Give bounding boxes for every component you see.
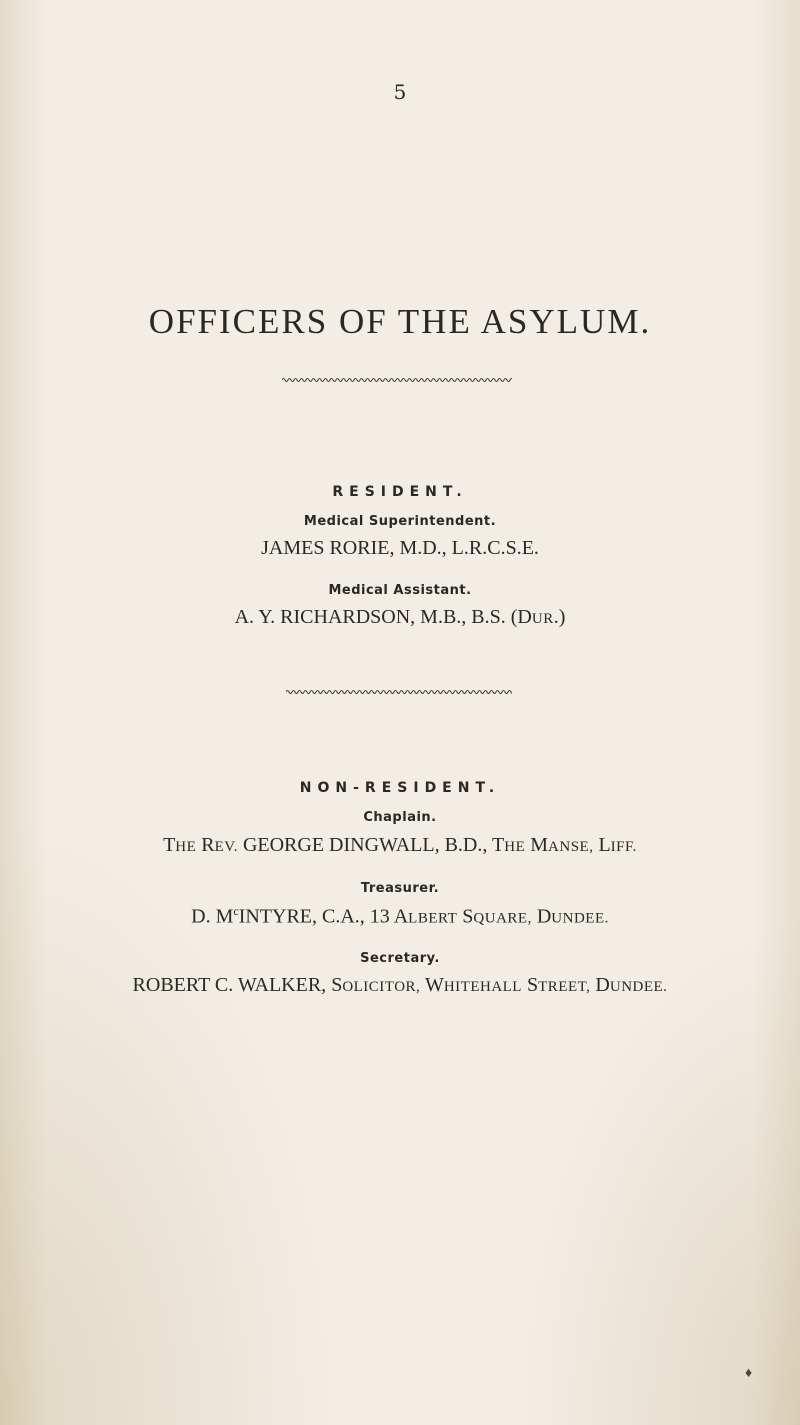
treasurer-name: D. $M^cINTYRE$, C.A., 13 ALBERT SQUARE, DUNDEE. [191,904,609,928]
page-title: OFFICERS OF THE ASYLUM. [148,302,652,341]
secretary-role: Secretary. [360,951,440,966]
ornamental-rule-top [282,376,512,384]
margin-mark: ♦ [745,1366,753,1381]
treasurer-role: Treasurer. [360,881,440,896]
chaplain-name: THE REV. GEORGE DINGWALL, B.D., THE MANSE, LIFF. [163,834,637,856]
secretary-name: ROBERT C. WALKER, SOLICITOR, WHITEHALL STREET, DUNDEE. [132,974,668,996]
chaplain-role: Chaplain. [363,810,437,825]
page-number: 5 [393,80,407,104]
medical-superintendent-name: JAMES RORIE, M.D., L.R.C.S.E. [261,537,539,559]
medical-superintendent-role: Medical Superintendent. [303,514,497,529]
medical-assistant-role: Medical Assistant. [328,583,472,598]
resident-heading: RESIDENT. [332,484,468,500]
non-resident-heading: NON-RESIDENT. [299,780,501,796]
ornamental-rule-middle [286,688,512,696]
medical-assistant-name: A. Y. RICHARDSON, M.B., B.S. (DUR.) [234,606,566,628]
